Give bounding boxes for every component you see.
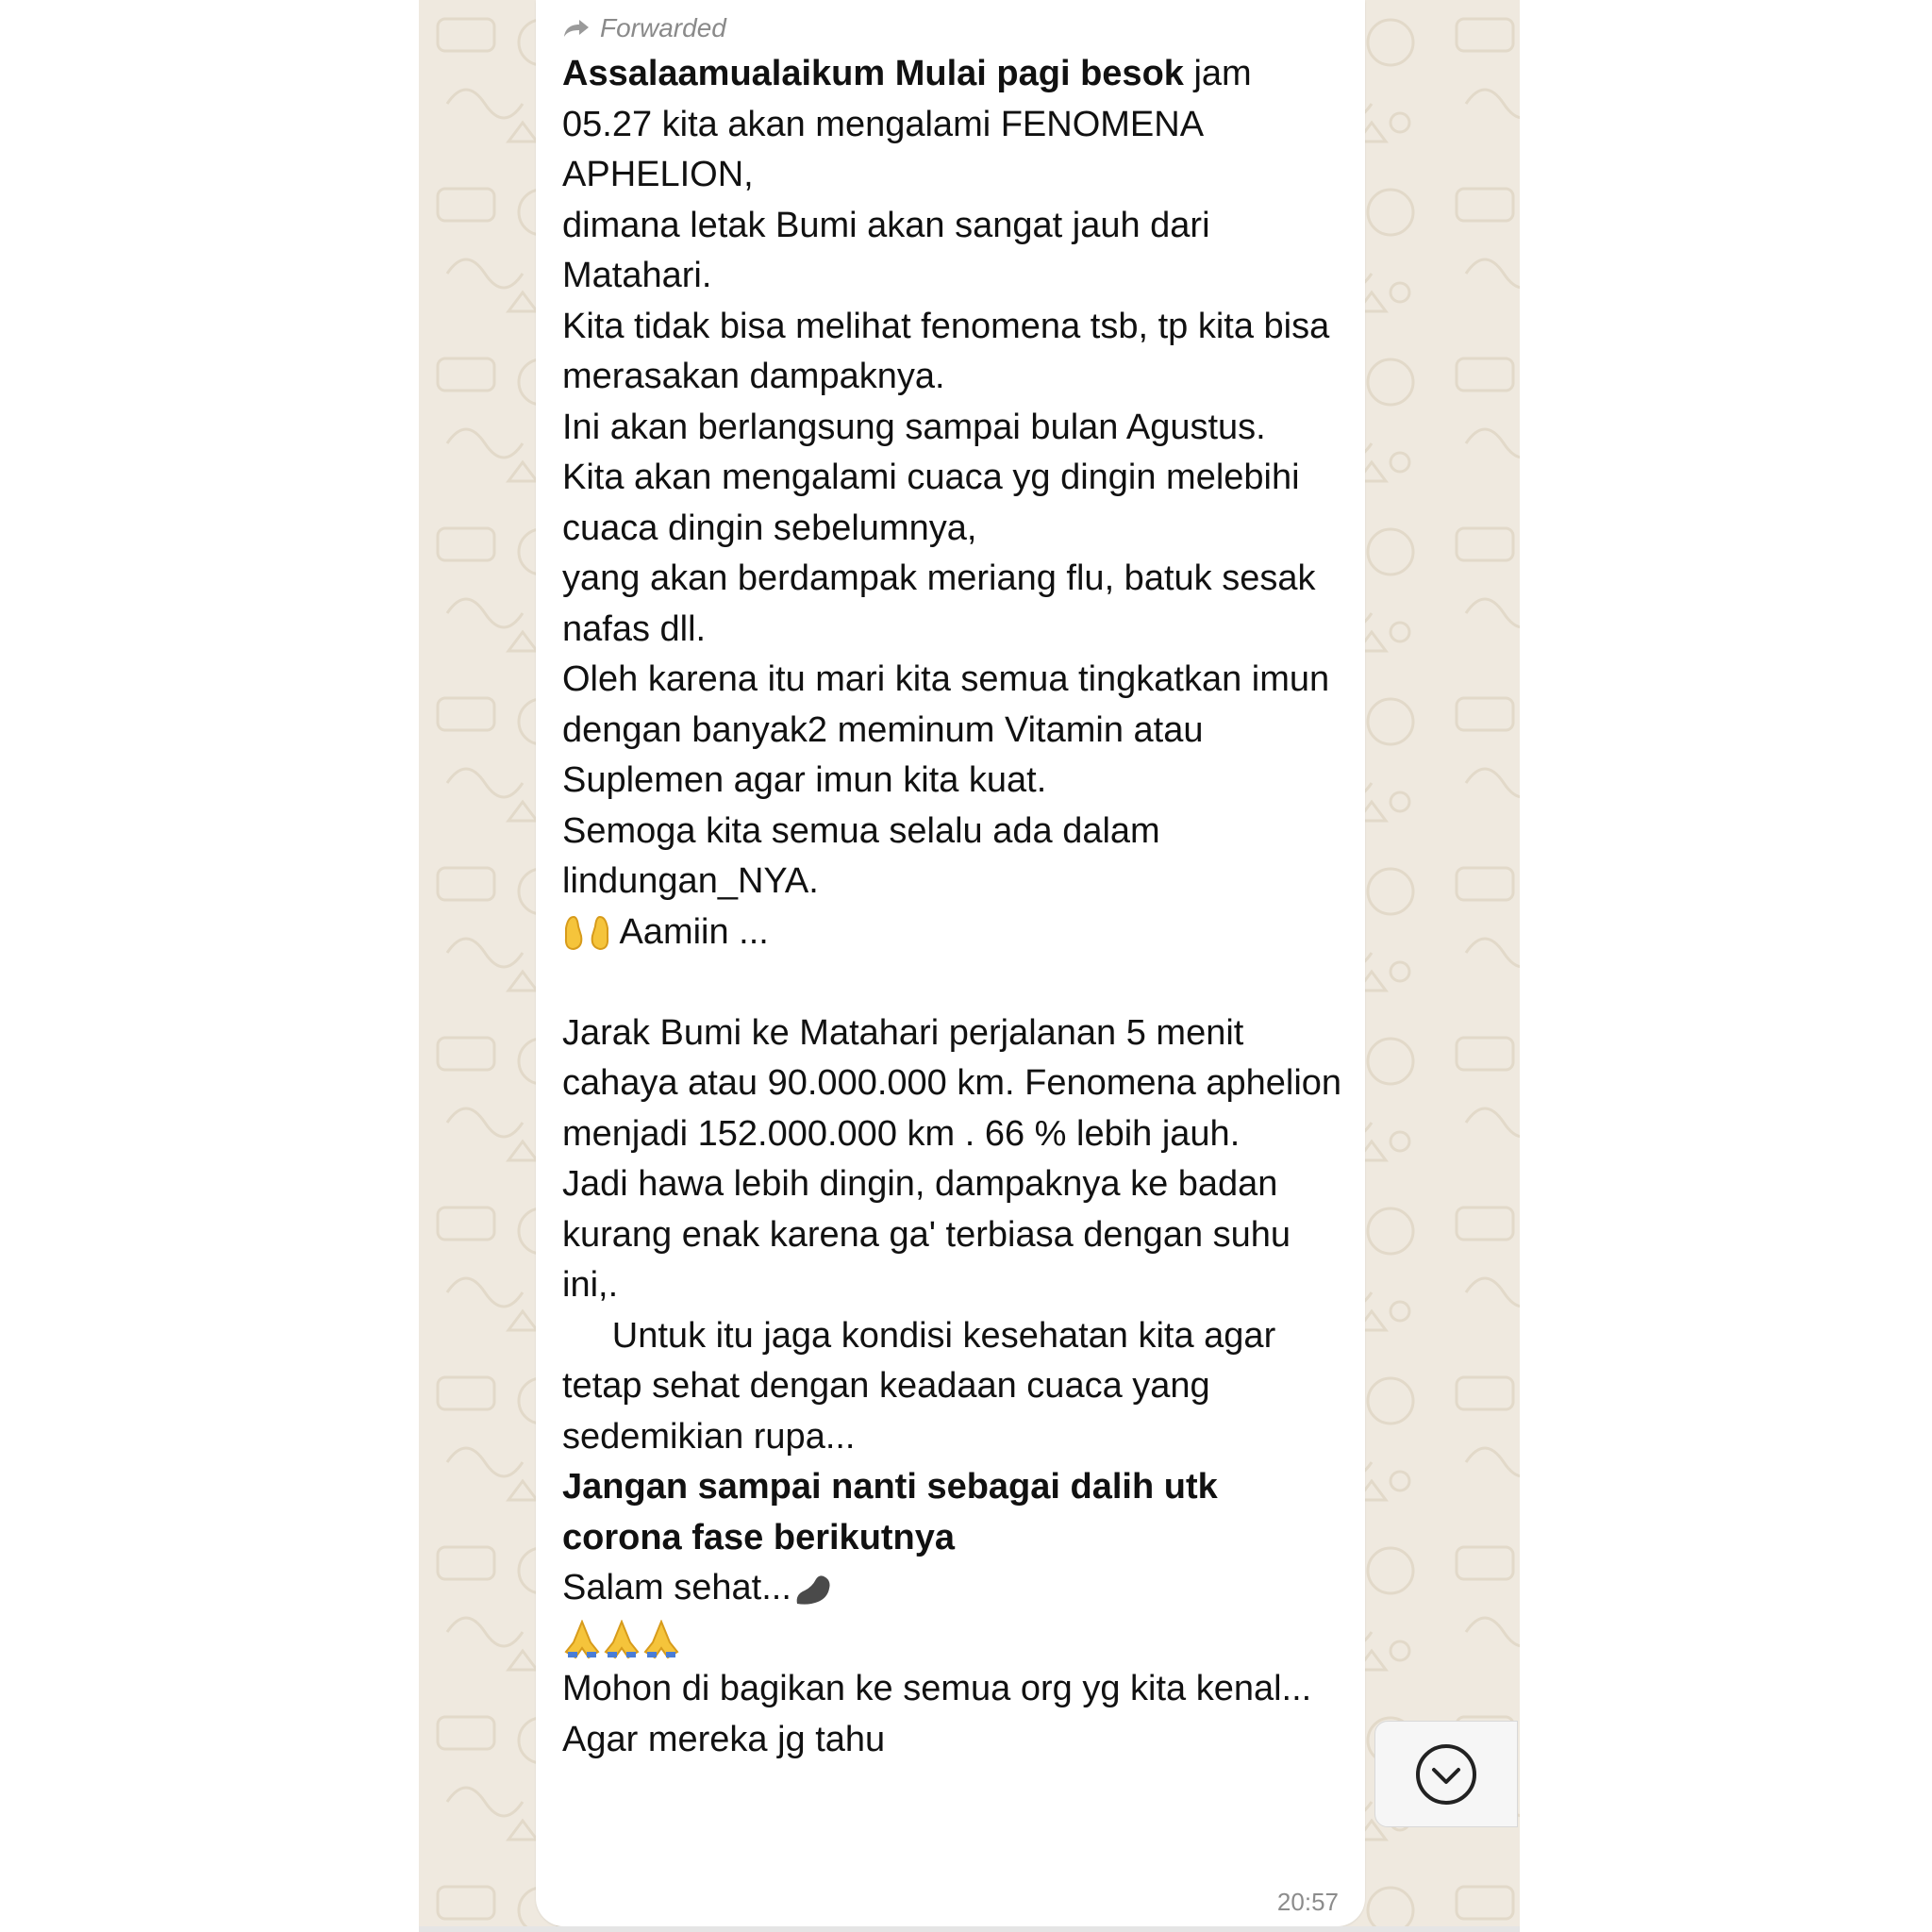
folded-hands-icon	[562, 1620, 602, 1659]
message-text-span: Oleh karena itu mari kita semua tingkatkan imun dengan banyak2 meminum Vitamin atau Suplemen agar imun kita kuat.	[562, 659, 1340, 800]
message-text-span: Aamiin ...	[611, 911, 769, 952]
message-line	[562, 1311, 1345, 1463]
message-line	[562, 1159, 1345, 1311]
message-text-span: Kita tidak bisa melihat fenomena tsb, tp kita bisa merasakan dampaknya.	[562, 306, 1340, 396]
bottom-divider	[419, 1926, 1520, 1932]
flexed-biceps-icon	[791, 1572, 835, 1607]
chevron-down-icon	[1413, 1741, 1479, 1807]
chat-area	[419, 0, 1520, 1926]
folded-hands-icon	[641, 1620, 681, 1659]
message-text-span: Untuk itu jaga kondisi kesehatan kita agar tetap sehat dengan keadaan cuaca yang sedemikian rupa...	[562, 1315, 1286, 1457]
message-text-span: Ini akan berlangsung sampai bulan Agustus.	[562, 407, 1266, 447]
message-text-span: dimana letak Bumi akan sangat jauh dari Matahari.	[562, 205, 1221, 295]
message-line	[562, 958, 1345, 1008]
message-line	[562, 655, 1345, 807]
message-bold-text: Jangan sampai nanti sebagai dalih utk corona fase berikutnya	[562, 1467, 1228, 1557]
message-line	[562, 49, 1345, 201]
message-line	[562, 1614, 1345, 1665]
forwarded-label	[562, 9, 726, 47]
message-line	[562, 453, 1345, 554]
message-line	[562, 1664, 1345, 1715]
message-line	[562, 403, 1345, 454]
message-text-span: Mohon di bagikan ke semua org yg kita kenal...	[562, 1669, 1312, 1708]
message-bold-text: Assalaamualaikum Mulai pagi besok	[562, 54, 1184, 93]
message-text-span: Jarak Bumi ke Matahari perjalanan 5 menit cahaya atau 90.000.000 km. Fenomena aphelion menjadi 152.000.000 km . 66 % lebih jauh.	[562, 1012, 1352, 1154]
message-time: 20:57	[1276, 1888, 1339, 1916]
message-line	[562, 1715, 1345, 1766]
message-text-span	[562, 962, 573, 1002]
message-line	[562, 201, 1345, 302]
message-text-span: jam 05.27 kita akan mengalami FENOMENA APHELION,	[562, 54, 1262, 194]
scroll-to-bottom-button[interactable]	[1374, 1721, 1518, 1827]
message-line	[562, 554, 1345, 655]
message-text-span: yang akan berdampak meriang flu, batuk sesak nafas dll.	[562, 558, 1326, 649]
message-line	[562, 1462, 1345, 1563]
message-text-span: Jadi hawa lebih dingin, dampaknya ke badan kurang enak karena ga' terbiasa dengan suhu ini,.	[562, 1164, 1301, 1305]
forward-arrow-icon	[562, 18, 591, 39]
message-line	[562, 807, 1345, 908]
folded-hands-icon	[602, 1620, 641, 1659]
message-line	[562, 1563, 1345, 1614]
message-bubble[interactable]	[536, 0, 1365, 1926]
forwarded-text: Forwarded	[600, 13, 726, 42]
message-line	[562, 908, 1345, 958]
raised-hands-icon	[562, 913, 611, 953]
message-text	[562, 49, 1352, 1765]
message-text-span: Salam sehat...	[562, 1568, 791, 1607]
message-text-span: Semoga kita semua selalu ada dalam lindungan_NYA.	[562, 810, 1171, 901]
message-text-span: Kita akan mengalami cuaca yg dingin melebihi cuaca dingin sebelumnya,	[562, 458, 1310, 548]
message-line	[562, 302, 1345, 403]
message-text-span: Agar mereka jg tahu	[562, 1719, 886, 1759]
message-line	[562, 1008, 1352, 1160]
